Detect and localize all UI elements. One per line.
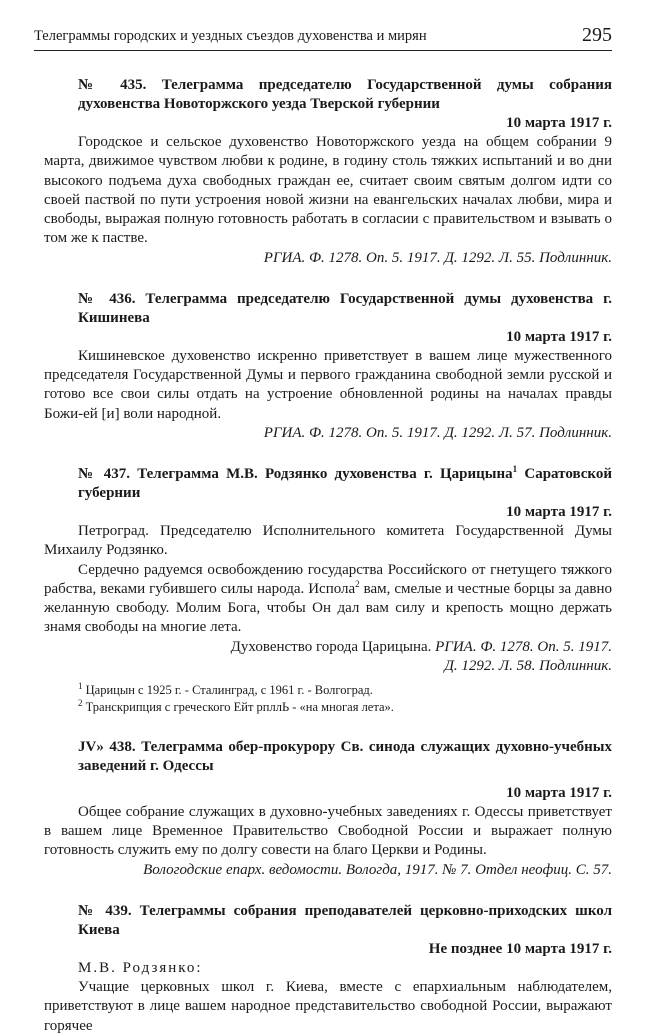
document-437-source <box>44 638 612 657</box>
document-436-title: № 436. Телеграмма председателю Государственной думы духовенства г. Кишинева <box>78 290 612 326</box>
document-437-address: Петроград. Председателю Исполнительного комитета Государственной Думы Михаилу Родзянко. <box>44 522 612 559</box>
document-435-text: Городское и сельское духовенство Новоторжского уезда на общем собрании 9 марта, движимое чувством любви к родине, в годину столь тяжких испытаний и во дни высокого подъема духа свободных граждан ее, считает своим святым долгом идти со своей паствой по пути устроения новой жизни на евангельских началах любви, мира и свободы, выражая полную готовность работать в согласии с правительством и взывать о том же к пастве. <box>44 134 612 247</box>
footnote-2 <box>44 699 612 716</box>
document-437-title <box>44 465 612 503</box>
running-head-title: Телеграммы городских и уездных съездов духовенства и мирян <box>34 28 427 44</box>
document-436 <box>44 290 612 443</box>
footnote-2-mark: 2 <box>78 697 83 708</box>
document-439-date: Не позднее 10 марта 1917 г. <box>428 940 612 957</box>
document-436-date: 10 марта 1917 г. <box>506 328 612 345</box>
document-439-address: М.В. Родзянко: <box>78 959 203 976</box>
document-435-date: 10 марта 1917 г. <box>506 115 612 131</box>
document-439-title: № 439. Телеграммы собрания преподавателей церковно-приходских школ Киева <box>78 902 612 938</box>
document-439 <box>44 902 612 1036</box>
page-number: 295 <box>582 24 612 46</box>
document-435-source: РГИА. Ф. 1278. Оп. 5. 1917. Д. 1292. Л. 55. Подлинник. <box>263 249 612 266</box>
document-436-text: Кишиневское духовенство искренно приветствует в вашем лице мужественного председателя Государственной Думы и первого гражданина свободной земли русской и готово все свои силы отдать на устроение обновленной родины на началах правды Божи-ей [и] воли народной. <box>44 347 612 422</box>
running-head <box>34 24 612 51</box>
document-435 <box>44 76 612 268</box>
document-437-text-end: вам, смелые и честные борцы за давно желанную свободу. Молим Бога, чтобы Он дал вам силу и крепость мощно держать знамя свободы на многие лета. <box>44 580 612 636</box>
document-439-text: Учащие церковных школ г. Киева, вместе с епархиальным наблюдателем, приветствуют в лице вашем народное представительство свободной России, выражают горячее <box>44 978 612 1034</box>
document-438-title: JV» 438. Телеграмма обер-прокурору Св. синода служащих духовно-учебных заведений г. Одессы <box>78 738 612 774</box>
document-437-source-line2: Д. 1292. Л. 58. Подлинник. <box>444 657 612 674</box>
footnote-ref-1: 1 <box>512 463 518 474</box>
document-437-source-line1: РГИА. Ф. 1278. Оп. 5. 1917. <box>435 638 612 655</box>
document-437-title-main: № 437. Телеграмма М.В. Родзянко духовенства г. Царицына <box>78 465 513 482</box>
footnote-1-text: Царицын с 1925 г. - Сталинград, с 1961 г. - Волгоград. <box>85 682 373 697</box>
footnote-ref-2: 2 <box>355 578 360 589</box>
document-438-text: Общее собрание служащих в духовно-учебных заведениях г. Одессы приветствует в вашем лице Временное Правительство Свободной России и выражает полную готовность служить ему по долгу совести на благо Церкви и Родины. <box>44 803 612 859</box>
footnote-2-text: Транскрипция с греческого Ейт рпллЬ - «на многая лета». <box>85 699 394 714</box>
page-content <box>44 76 612 1036</box>
document-437-signature: Духовенство города Царицына. <box>230 638 432 655</box>
document-437-title-rest: Саратовской губернии <box>78 465 612 501</box>
document-437-date: 10 марта 1917 г. <box>506 503 612 520</box>
document-437 <box>44 465 612 716</box>
document-435-title: № 435. Телеграмма председателю Государственной думы собрания духовенства Новоторжского уезда Тверской губернии <box>78 77 612 112</box>
footnote-1-mark: 1 <box>78 680 83 691</box>
document-438-date: 10 марта 1917 г. <box>506 784 612 801</box>
footnote-1 <box>44 682 612 699</box>
document-438 <box>44 738 612 880</box>
document-437-text-start: Сердечно радуемся освобождению государства Российского от гнетущего тяжкого рабства, веками губившего силы народа. Испола <box>44 561 612 597</box>
document-437-text <box>44 561 612 638</box>
document-438-source: Вологодские епарх. ведомости. Вологда, 1917. № 7. Отдел неофиц. С. 57. <box>143 861 612 878</box>
document-436-source: РГИА. Ф. 1278. Оп. 5. 1917. Д. 1292. Л. 57. Подлинник. <box>263 424 612 441</box>
